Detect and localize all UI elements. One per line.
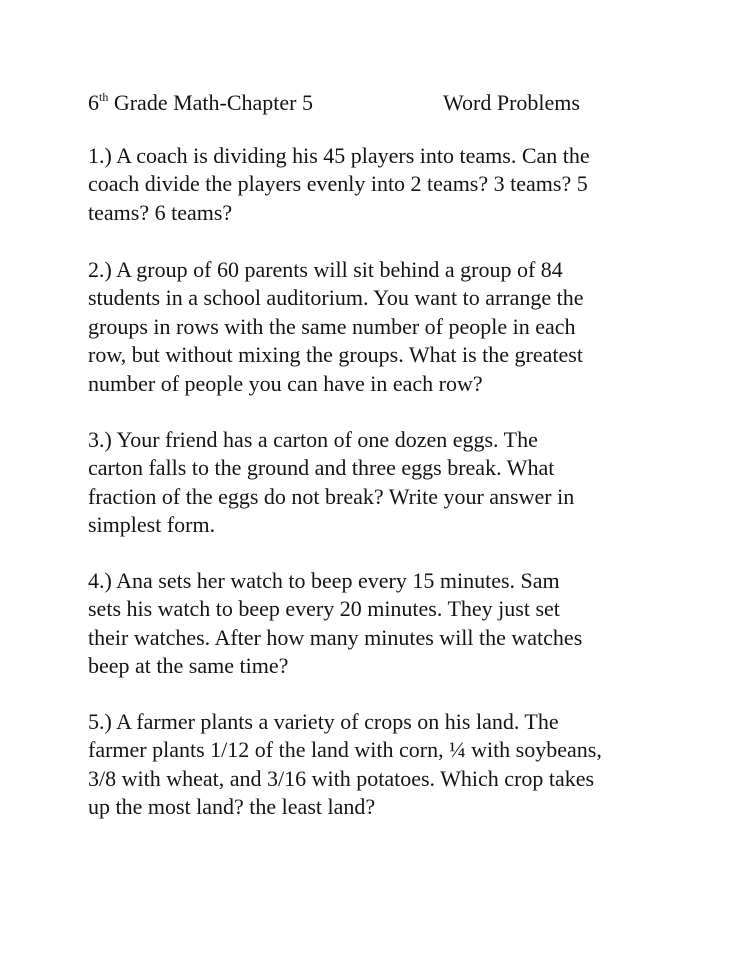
worksheet-header	[88, 86, 668, 120]
grade-ordinal-suffix: th	[99, 90, 109, 104]
page-title	[88, 86, 313, 123]
word-problem-3: 3.) Your friend has a carton of one dozen eggs. The carton falls to the ground and three eggs break. What fraction of the eggs do not break? Write your answer in simplest form.	[88, 427, 575, 538]
page-subtitle: Word Problems	[443, 90, 580, 115]
grade-number: 6	[88, 90, 99, 115]
word-problem-5: 5.) A farmer plants a variety of crops on his land. The farmer plants 1/12 of the land with corn, ¼ with soybeans, 3/8 with wheat, and 3/16 with potatoes. Which crop takes up the most land? the least land?	[88, 709, 602, 820]
title-text: Grade Math-Chapter 5	[108, 90, 313, 115]
word-problem-1: 1.) A coach is dividing his 45 players into teams. Can the coach divide the players evenly into 2 teams? 3 teams? 5 teams? 6 teams?	[88, 143, 590, 225]
word-problem-4: 4.) Ana sets her watch to beep every 15 minutes. Sam sets his watch to beep every 20 minutes. They just set their watches. After how many minutes will the watches beep at the same time?	[88, 568, 583, 679]
word-problem-2: 2.) A group of 60 parents will sit behind a group of 84 students in a school auditorium. You want to arrange the groups in rows with the same number of people in each row, but without mixing the groups. What is the greatest number of people you can have in each row?	[88, 257, 584, 396]
